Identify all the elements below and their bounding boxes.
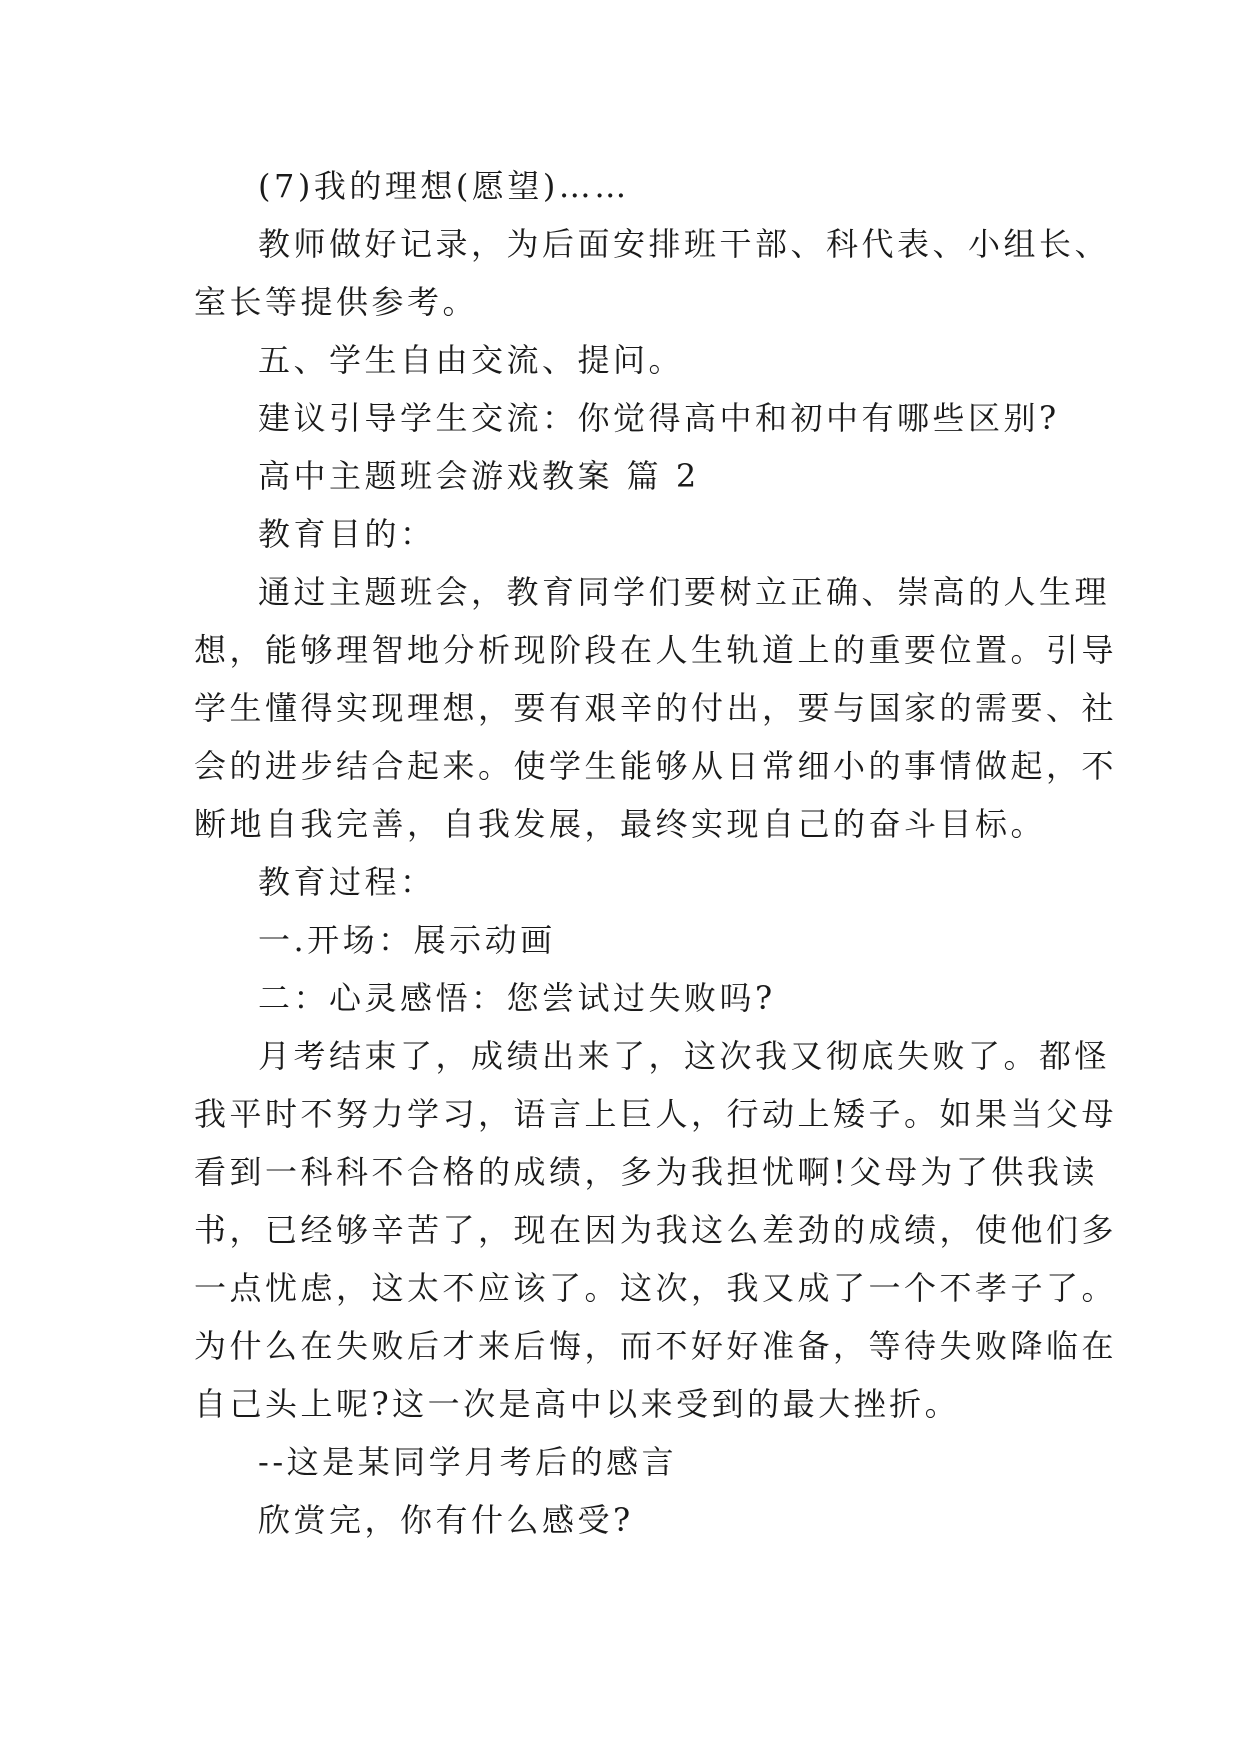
text-line: 为什么在失败后才来后悔，而不好好准备，等待失败降临在 bbox=[194, 1327, 1118, 1365]
text-line: 月考结束了，成绩出来了，这次我又彻底失败了。都怪 bbox=[258, 1037, 1111, 1075]
section-heading: 教育目的： bbox=[258, 515, 436, 553]
text-line: (7)我的理想(愿望)…… bbox=[258, 167, 630, 205]
section-title: 高中主题班会游戏教案 篇 2 bbox=[258, 457, 700, 495]
text-line: 想，能够理智地分析现阶段在人生轨道上的重要位置。引导 bbox=[194, 631, 1118, 669]
text-line: 看到一科科不合格的成绩，多为我担忧啊!父母为了供我读 bbox=[194, 1153, 1098, 1191]
quote-attribution: --这是某同学月考后的感言 bbox=[258, 1443, 678, 1481]
text-line: 室长等提供参考。 bbox=[194, 283, 479, 321]
text-line: 学生懂得实现理想，要有艰辛的付出，要与国家的需要、社 bbox=[194, 689, 1118, 727]
text-line: 我平时不努力学习，语言上巨人，行动上矮子。如果当父母 bbox=[194, 1095, 1118, 1133]
section-heading: 五、学生自由交流、提问。 bbox=[258, 341, 685, 379]
text-line: 教师做好记录，为后面安排班干部、科代表、小组长、 bbox=[258, 225, 1111, 263]
text-line: 一点忧虑，这太不应该了。这次，我又成了一个不孝子了。 bbox=[194, 1269, 1118, 1307]
text-line: 断地自我完善，自我发展，最终实现自己的奋斗目标。 bbox=[194, 805, 1047, 843]
text-line: 书，已经够辛苦了，现在因为我这么差劲的成绩，使他们多 bbox=[194, 1211, 1118, 1249]
text-line: 会的进步结合起来。使学生能够从日常细小的事情做起，不 bbox=[194, 747, 1118, 785]
section-heading: 教育过程： bbox=[258, 863, 436, 901]
text-line: 二：心灵感悟：您尝试过失败吗? bbox=[258, 979, 776, 1017]
text-line: 建议引导学生交流：你觉得高中和初中有哪些区别? bbox=[258, 399, 1060, 437]
text-line: 一.开场：展示动画 bbox=[258, 921, 556, 959]
text-line: 自己头上呢?这一次是高中以来受到的最大挫折。 bbox=[194, 1385, 961, 1423]
text-line: 欣赏完，你有什么感受? bbox=[258, 1501, 634, 1539]
text-line: 通过主题班会，教育同学们要树立正确、崇高的人生理 bbox=[258, 573, 1111, 611]
